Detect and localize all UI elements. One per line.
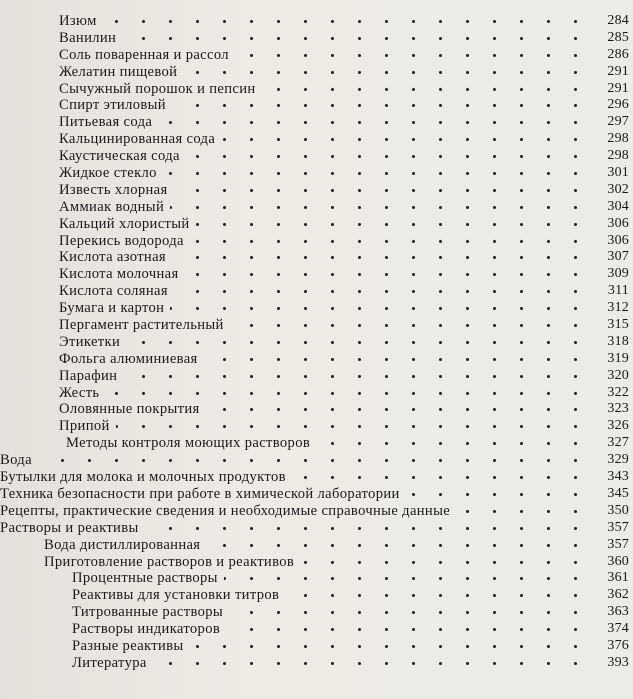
dot-leader	[230, 317, 589, 334]
dot-leader	[186, 148, 589, 165]
dot-leader	[285, 587, 589, 604]
toc-entry-title: Кислота молочная	[59, 266, 179, 283]
dot-leader	[235, 47, 589, 64]
toc-entry-page-number: 357	[607, 536, 629, 552]
toc-entry	[0, 30, 633, 47]
dot-leader	[456, 503, 589, 520]
toc-entry-title: Известь хлорная	[59, 181, 168, 198]
toc-entry-page-number: 309	[607, 266, 629, 282]
toc-entry-page-number: 284	[607, 13, 629, 28]
toc-entry-title: Фольга алюминиевая	[59, 350, 198, 367]
toc-entry	[0, 570, 633, 587]
toc-entry-title: Кальций хлористый	[59, 215, 190, 232]
toc-entry-page-number: 360	[607, 553, 629, 569]
toc-entry-page-number: 357	[607, 519, 629, 535]
toc-entry-page-number: 301	[607, 165, 629, 181]
toc-entry	[0, 47, 633, 64]
toc-entry-page-number: 298	[607, 131, 629, 147]
toc-entry	[0, 165, 633, 182]
toc-entry	[0, 266, 633, 283]
dot-leader	[226, 621, 589, 638]
toc-entry	[0, 503, 633, 520]
toc-entry-title: Растворы и реактивы	[0, 519, 139, 536]
dot-leader	[174, 283, 589, 300]
toc-entry-title: Желатин пищевой	[59, 63, 178, 80]
toc-entry	[0, 114, 633, 131]
toc-entry-title: Рецепты, практические сведения и необходимые справочные данные	[0, 502, 451, 519]
toc-entry	[0, 300, 633, 317]
toc-entry-page-number: 343	[607, 469, 629, 485]
toc-entry-title: Титрованные растворы	[72, 604, 224, 621]
dot-leader	[229, 604, 589, 621]
toc-entry	[0, 655, 633, 672]
dot-leader	[174, 182, 589, 199]
dot-leader	[38, 452, 589, 469]
toc-entry	[0, 435, 633, 452]
dot-leader	[105, 385, 589, 402]
toc-entry	[0, 283, 633, 300]
toc-entry-page-number: 286	[607, 46, 629, 62]
toc-entry-page-number: 329	[607, 452, 629, 468]
toc-entry	[0, 199, 633, 216]
toc-entry-page-number: 312	[607, 300, 629, 316]
toc-entry-page-number: 363	[607, 604, 629, 620]
dot-leader	[170, 300, 589, 317]
toc-entry-title: Процентные растворы	[72, 570, 218, 587]
toc-entry	[0, 537, 633, 554]
dot-leader	[292, 469, 589, 486]
dot-leader	[153, 655, 589, 672]
dot-leader	[196, 216, 589, 233]
toc-entry	[0, 97, 633, 114]
toc-entry-title: Каустическая сода	[59, 148, 180, 165]
toc-entry-page-number: 327	[607, 435, 629, 451]
toc-entry-title: Ванилин	[59, 29, 117, 46]
toc-entry-title: Бумага и картон	[59, 300, 165, 317]
dot-leader	[300, 554, 589, 571]
toc-entry-title: Припой	[59, 418, 110, 435]
toc-entry	[0, 334, 633, 351]
toc-entry	[0, 233, 633, 250]
toc-entry-title: Изюм	[59, 13, 97, 29]
dot-leader	[123, 368, 589, 385]
dot-leader	[103, 13, 589, 30]
toc-entry-title: Перекись водорода	[59, 232, 184, 249]
dot-leader	[316, 435, 589, 452]
toc-entry	[0, 13, 633, 30]
toc-entry-page-number: 296	[607, 97, 629, 113]
dot-leader	[172, 249, 589, 266]
toc-entry-title: Питьевая сода	[59, 114, 153, 131]
dot-leader	[221, 131, 589, 148]
dot-leader	[224, 570, 589, 587]
toc-entry-page-number: 291	[607, 63, 629, 79]
toc-entry-title: Пергамент растительный	[59, 317, 224, 334]
toc-entry-title: Сычужный порошок и пепсин	[59, 80, 256, 97]
toc-entry-page-number: 374	[607, 621, 629, 637]
toc-entry	[0, 604, 633, 621]
toc-entry	[0, 148, 633, 165]
toc-entry-title: Жесть	[59, 384, 100, 401]
dot-leader	[116, 418, 589, 435]
dot-leader	[126, 334, 589, 351]
toc-entry-page-number: 318	[607, 333, 629, 349]
toc-entry-page-number: 393	[607, 654, 629, 670]
toc-entry-page-number: 306	[607, 215, 629, 231]
toc-entry-title: Кислота соляная	[59, 283, 168, 300]
toc-entry-page-number: 319	[607, 350, 629, 366]
dot-leader	[172, 97, 589, 114]
dot-leader	[158, 114, 589, 131]
toc-entry-title: Спирт этиловый	[59, 97, 166, 114]
toc-entry-page-number: 361	[607, 570, 629, 586]
toc-entry-page-number: 326	[607, 418, 629, 434]
toc-entry	[0, 452, 633, 469]
toc-entry-page-number: 320	[607, 367, 629, 383]
toc-entry-title: Кислота азотная	[59, 249, 166, 266]
dot-leader	[122, 30, 589, 47]
toc-entry	[0, 638, 633, 655]
toc-entry	[0, 81, 633, 98]
toc-entry	[0, 64, 633, 81]
toc-entry	[0, 520, 633, 537]
dot-leader	[190, 638, 589, 655]
toc-entry-page-number: 297	[607, 114, 629, 130]
toc-entry	[0, 621, 633, 638]
dot-leader	[185, 266, 589, 283]
dot-leader	[183, 64, 589, 81]
toc-entry-page-number: 362	[607, 587, 629, 603]
toc-entry-title: Аммиак водный	[59, 198, 165, 215]
toc-entry-title: Соль поваренная и рассол	[59, 46, 229, 63]
toc-entry	[0, 317, 633, 334]
dot-leader	[262, 81, 589, 98]
toc-entry	[0, 401, 633, 418]
toc-entry-page-number: 306	[607, 232, 629, 248]
toc-entry	[0, 469, 633, 486]
toc-entry-page-number: 304	[607, 198, 629, 214]
toc-entry-title: Вода дистиллированная	[44, 536, 201, 553]
toc-entry-page-number: 322	[607, 384, 629, 400]
toc-entry-title: Методы контроля моющих растворов	[66, 435, 311, 452]
toc-entry	[0, 486, 633, 503]
toc-entry	[0, 418, 633, 435]
toc-entry-title: Вода	[0, 452, 32, 469]
dot-leader	[406, 486, 589, 503]
toc-entry-page-number: 315	[607, 317, 629, 333]
toc-entry-title: Кальцинированная сода	[59, 131, 216, 148]
toc-entry	[0, 351, 633, 368]
toc-entry-title: Жидкое стекло	[59, 165, 157, 182]
dot-leader	[206, 537, 589, 554]
dot-leader	[170, 199, 589, 216]
dot-leader	[190, 233, 589, 250]
toc-entry-title: Разные реактивы	[72, 637, 184, 654]
toc-entry-page-number: 298	[607, 148, 629, 164]
toc-entry-title: Оловянные покрытия	[59, 401, 200, 418]
toc-entry	[0, 182, 633, 199]
toc-entry-title: Этикетки	[59, 333, 121, 350]
toc-entry-page-number: 307	[607, 249, 629, 265]
toc-entry-page-number: 345	[607, 485, 629, 501]
toc-entry-page-number: 302	[607, 181, 629, 197]
toc-entry-page-number: 323	[607, 401, 629, 417]
toc-entry-page-number: 285	[607, 29, 629, 45]
dot-leader	[204, 351, 589, 368]
toc-entry-page-number: 291	[607, 80, 629, 96]
toc-entry-page-number: 350	[607, 502, 629, 518]
toc-entry-title: Приготовление растворов и реактивов	[44, 553, 295, 570]
toc-entry	[0, 587, 633, 604]
dot-leader	[206, 401, 589, 418]
toc-entry	[0, 554, 633, 571]
toc-entry	[0, 249, 633, 266]
toc-entry-title: Растворы индикаторов	[72, 621, 221, 638]
toc-entry-title: Литература	[72, 654, 147, 671]
toc-entry-title: Парафин	[59, 367, 118, 384]
toc-entry	[0, 385, 633, 402]
toc-entry	[0, 368, 633, 385]
dot-leader	[145, 520, 589, 537]
toc-entry-title: Бутылки для молока и молочных продуктов	[0, 469, 286, 486]
toc-entry-page-number: 311	[607, 283, 629, 299]
toc-entry-title: Техника безопасности при работе в химической лаборатории	[0, 485, 400, 502]
toc-entry	[0, 216, 633, 233]
toc-entry-page-number: 376	[607, 637, 629, 653]
toc-entry-title: Реактивы для установки титров	[72, 587, 280, 604]
toc-entry	[0, 131, 633, 148]
table-of-contents	[0, 13, 633, 672]
dot-leader	[163, 165, 589, 182]
